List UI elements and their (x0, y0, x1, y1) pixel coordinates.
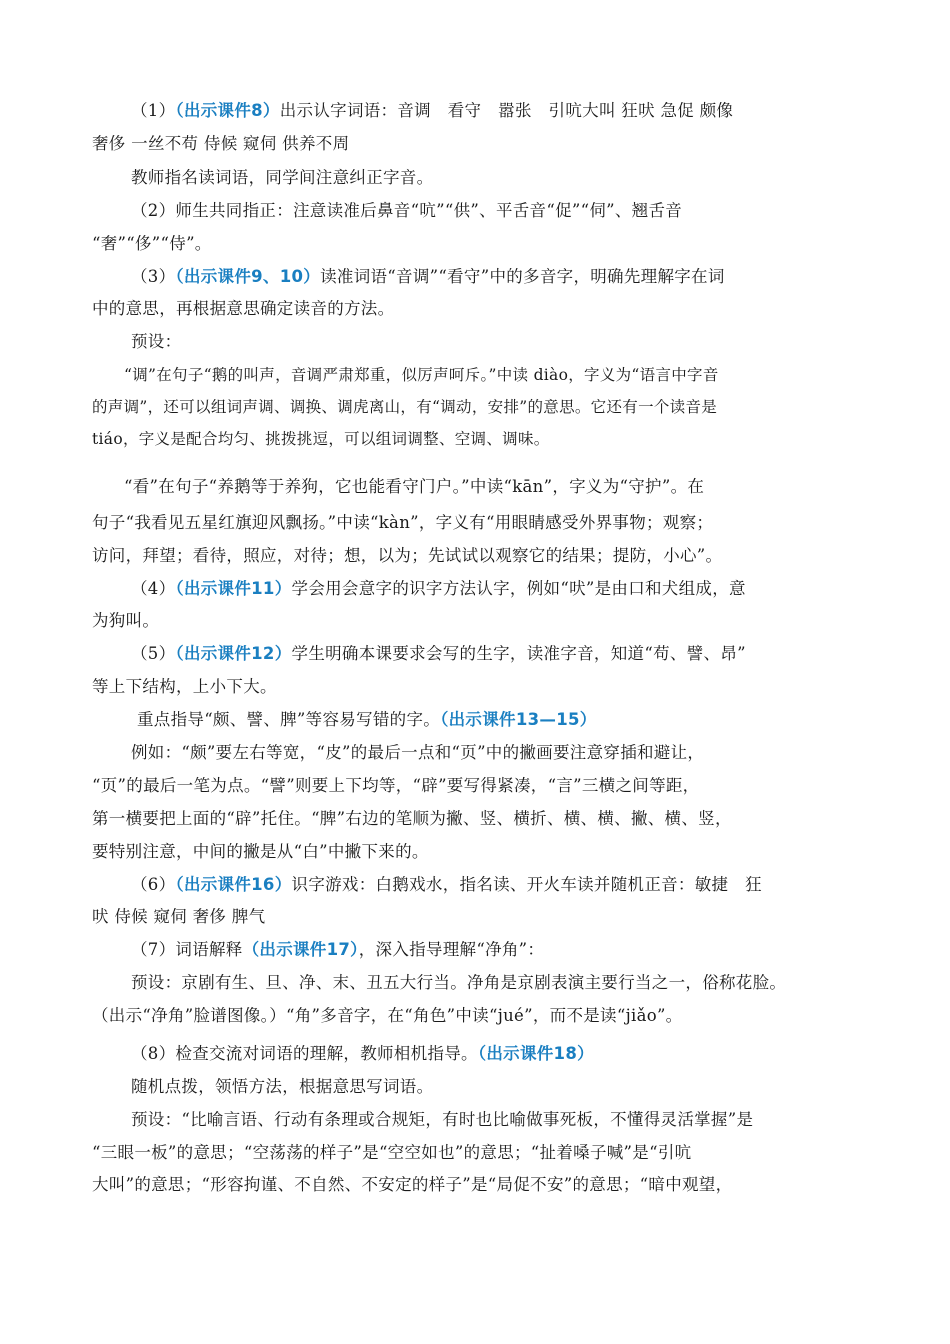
courseware-reference: （出示课件17） (242, 940, 359, 959)
text-run: 重点指导“颇、譬、脾”等容易写错的字。 (137, 710, 441, 729)
text-run: 随机点拨，领悟方法，根据意思写词语。 (131, 1077, 434, 1096)
paragraph-line (124, 476, 704, 498)
paragraph-line (92, 1142, 691, 1164)
paragraph-line (92, 808, 732, 830)
paragraph-line (131, 167, 433, 189)
text-run: 读准词语“音调”“看守”中的多音字，明确先理解字在词 (320, 267, 725, 286)
text-run: “看”在句子“养鹅等于养狗，它也能看守门户。”中读“kān”，字义为“守护”。在 (124, 477, 705, 496)
paragraph-line (92, 1005, 682, 1027)
paragraph-line (131, 578, 746, 600)
text-run: tiáo，字义是配合均匀、挑拨挑逗，可以组词调整、空调、调味。 (92, 430, 550, 448)
text-run: 例如：“颇”要左右等宽，“皮”的最后一点和“页”中的撇画要注意穿插和避让， (131, 743, 705, 762)
courseware-reference: （出示课件16） (175, 875, 292, 894)
text-run: 吠 侍候 窥伺 奢侈 脾气 (92, 907, 266, 926)
text-run: 为狗叫。 (92, 611, 160, 630)
text-run: 要特别注意，中间的撇是从“白”中撇下来的。 (92, 842, 429, 861)
text-run: 预设：京剧有生、旦、净、末、丑五大行当。净角是京剧表演主要行当之一，俗称花脸。 (131, 973, 787, 992)
paragraph-line (131, 972, 786, 994)
text-run: “三眼一板”的意思；“空荡荡的样子”是“空空如也”的意思；“扯着嗓子喊”是“引吭 (92, 1143, 692, 1162)
text-run: （2）师生共同指正：注意读准后鼻音“吭”“供”、平舌音“促”“伺”、翘舌音 (131, 201, 683, 220)
text-run: 奢侈 一丝不苟 侍候 窥伺 供养不周 (92, 134, 350, 153)
text-run: 出示认字词语：音调 看守 嚣张 引吭大叫 狂吠 急促 颇像 (279, 101, 734, 120)
text-run: 预设：“比喻言语、行动有条理或合规矩，有时也比喻做事死板，不懂得灵活掌握”是 (131, 1110, 754, 1129)
courseware-reference: （出示课件9、10） (175, 267, 321, 286)
text-run: 第一横要把上面的“辟”托住。“脾”右边的笔顺为撇、竖、横折、横、横、撇、横、竖， (92, 809, 732, 828)
text-run: （4） (131, 579, 176, 598)
paragraph-line (131, 200, 682, 222)
paragraph-line (131, 1076, 433, 1098)
courseware-reference: （出示课件12） (175, 644, 292, 663)
text-run: ，深入指导理解“净角”： (358, 940, 545, 959)
text-run: （5） (131, 644, 176, 663)
text-run: 学生明确本课要求会写的生字，读准字音，知道“苟、譬、昂” (291, 644, 746, 663)
paragraph-line (124, 364, 719, 386)
paragraph-line (92, 428, 550, 450)
paragraph-line (131, 939, 544, 961)
courseware-reference: （出示课件11） (175, 579, 292, 598)
paragraph-line (92, 545, 722, 567)
paragraph-line (92, 676, 277, 698)
text-run: （3） (131, 267, 176, 286)
paragraph-line (131, 100, 733, 122)
paragraph-line (92, 233, 212, 255)
text-run: 预设： (131, 332, 182, 351)
text-run: 等上下结构，上小下大。 (92, 677, 277, 696)
paragraph-line (131, 742, 704, 764)
paragraph-line (92, 906, 265, 928)
paragraph-line (131, 331, 181, 353)
paragraph-line (131, 1043, 594, 1065)
paragraph-line (92, 133, 349, 155)
courseware-reference: （出示课件8） (175, 101, 280, 120)
paragraph-line (92, 841, 429, 863)
text-run: 识字游戏：白鹅戏水，指名读、开火车读并随机正音：敏捷 狂 (291, 875, 762, 894)
paragraph-line (92, 610, 159, 632)
text-run: “调”在句子“鹅的叫声，音调严肃郑重，似厉声呵斥。”中读 diào，字义为“语言中字音 (124, 366, 719, 384)
paragraph-line (92, 775, 699, 797)
text-run: “奢”“侈”“侍”。 (92, 234, 212, 253)
text-run: “页”的最后一笔为点。“譬”则要上下均等，“辟”要写得紧凑，“言”三横之间等距， (92, 776, 700, 795)
text-run: 句子“我看见五星红旗迎风飘扬。”中读“kàn”，字义有“用眼睛感受外界事物；观察； (92, 513, 714, 532)
text-run: 中的意思，再根据意思确定读音的方法。 (92, 299, 395, 318)
text-run: （6） (131, 875, 176, 894)
text-run: （7）词语解释 (131, 940, 243, 959)
paragraph-line (92, 1174, 732, 1196)
paragraph-line (131, 1109, 753, 1131)
paragraph-line (131, 874, 762, 896)
paragraph-line (92, 512, 713, 534)
text-run: 访问，拜望；看待，照应，对待；想，以为；先试试以观察它的结果；提防，小心”。 (92, 546, 723, 565)
text-run: 大叫”的意思；“形容拘谨、不自然、不安定的样子”是“局促不安”的意思；“暗中观望， (92, 1175, 733, 1194)
text-run: 教师指名读词语，同学间注意纠正字音。 (131, 168, 434, 187)
text-run: 学会用会意字的识字方法认字，例如“吠”是由口和犬组成，意 (291, 579, 746, 598)
paragraph-line (137, 709, 597, 731)
courseware-reference: （出示课件18） (477, 1044, 594, 1063)
paragraph-line (131, 643, 746, 665)
text-run: （1） (131, 101, 176, 120)
paragraph-line (92, 298, 394, 320)
text-run: （出示“净角”脸谱图像。）“角”多音字，在“角色”中读“jué”，而不是读“jiǎo”。 (92, 1006, 683, 1025)
paragraph-line (131, 266, 725, 288)
text-run: 的声调”，还可以组词声调、调换、调虎离山，有“调动，安排”的意思。它还有一个读音是 (92, 398, 718, 416)
text-run: （8）检查交流对词语的理解，教师相机指导。 (131, 1044, 478, 1063)
paragraph-line (92, 396, 717, 418)
courseware-reference: （出示课件13—15） (440, 710, 597, 729)
